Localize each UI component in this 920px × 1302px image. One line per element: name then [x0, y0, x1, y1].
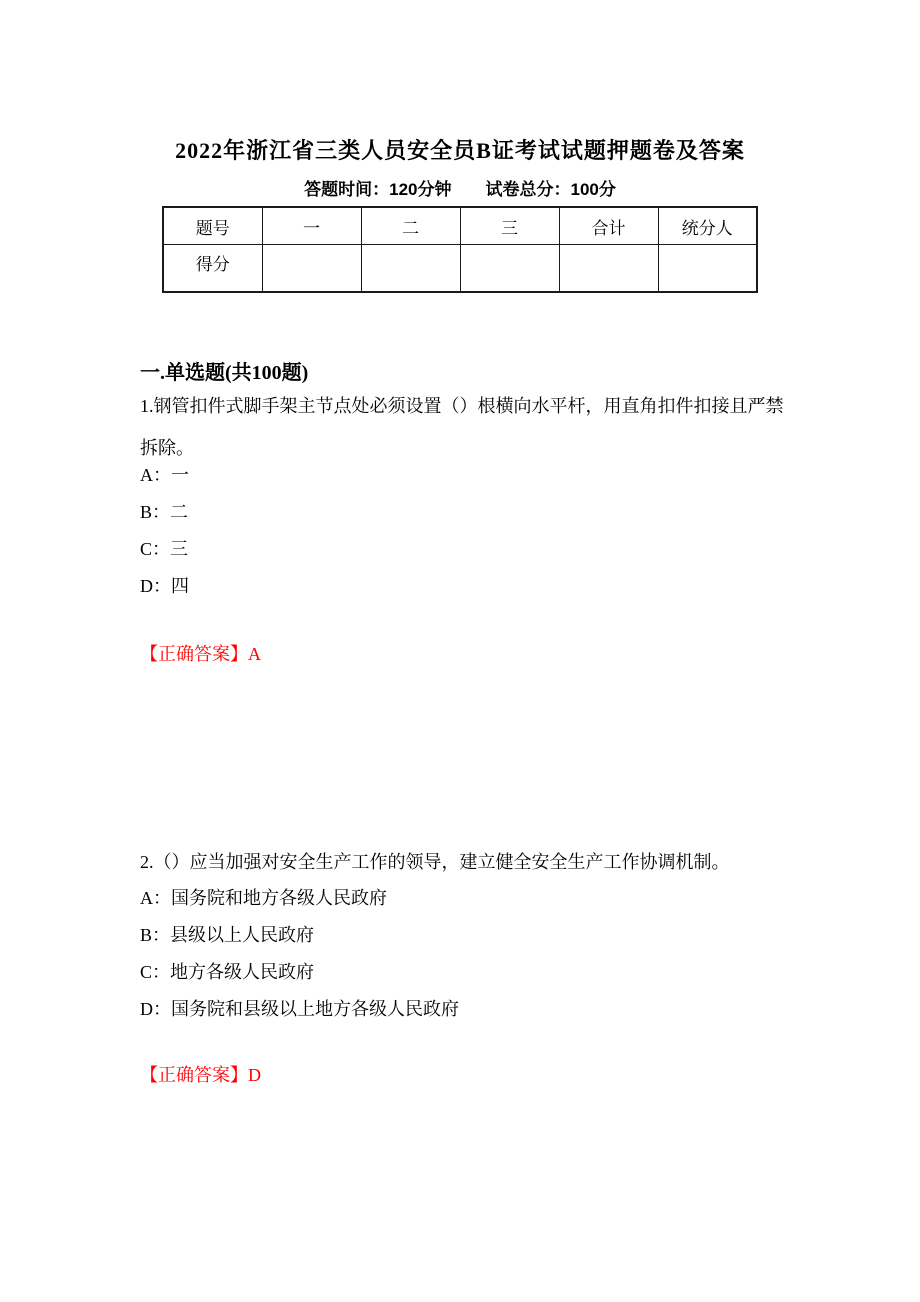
score-table-score-row [163, 245, 757, 293]
answer-value: A [248, 644, 261, 664]
exam-time-label: 答题时间：120分钟 [304, 180, 452, 199]
section-heading: 一.单选题(共100题) [140, 361, 309, 384]
score-cell [658, 245, 757, 293]
question-2-option-a: A：国务院和地方各级人民政府 [140, 888, 387, 908]
question-2-option-c: C：地方各级人民政府 [140, 962, 315, 982]
exam-meta [0, 179, 920, 200]
question-2-options [140, 880, 459, 1028]
score-cell [460, 245, 559, 293]
answer-value: D [248, 1065, 261, 1085]
question-1-option-a: A：一 [140, 465, 189, 485]
question-2-option-d: D：国务院和县级以上地方各级人民政府 [140, 999, 459, 1019]
question-2-option-b: B：县级以上人民政府 [140, 925, 315, 945]
score-table [162, 206, 758, 293]
question-1-option-c: C：三 [140, 539, 189, 559]
page-title: 2022年浙江省三类人员安全员B证考试试题押题卷及答案 [175, 137, 745, 163]
score-table-header-row [163, 207, 757, 245]
question-2-text: 2.（）应当加强对安全生产工作的领导，建立健全安全生产工作协调机制。 [140, 852, 730, 872]
question-1-text: 1.钢管扣件式脚手架主节点处必须设置（）根横向水平杆，用直角扣件扣接且严禁拆除。 [140, 396, 784, 458]
exam-total-score-label: 试卷总分：100分 [485, 180, 616, 199]
score-cell [262, 245, 361, 293]
score-cell [559, 245, 658, 293]
score-table-header-cell: 合计 [559, 207, 658, 245]
score-table-header-cell: 统分人 [658, 207, 757, 245]
score-table-header-cell: 二 [361, 207, 460, 245]
question-1-answer [140, 642, 261, 666]
score-row-label: 得分 [163, 245, 262, 293]
question-1-options [140, 457, 189, 605]
score-table-header-cell: 三 [460, 207, 559, 245]
score-table-header-cell: 题号 [163, 207, 262, 245]
question-1-option-b: B：二 [140, 502, 189, 522]
answer-label: 【正确答案】 [140, 644, 248, 664]
answer-label: 【正确答案】 [140, 1065, 248, 1085]
score-table-header-cell: 一 [262, 207, 361, 245]
score-cell [361, 245, 460, 293]
question-1-option-d: D：四 [140, 576, 189, 596]
question-2-answer [140, 1063, 261, 1087]
